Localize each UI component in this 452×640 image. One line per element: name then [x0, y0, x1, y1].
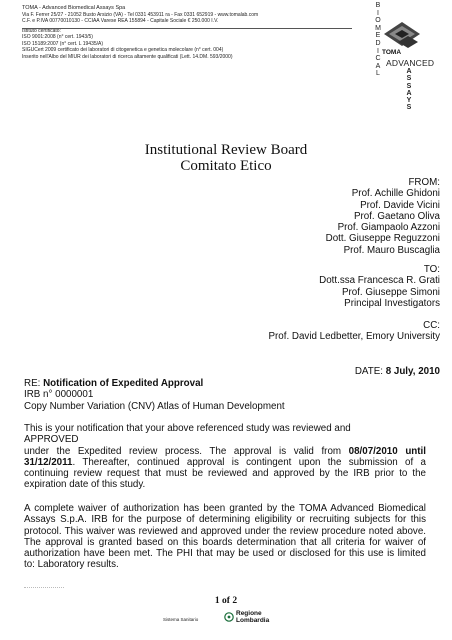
document-subtitle: Comitato Etico [180, 158, 272, 174]
para1-body [24, 446, 426, 491]
logo-letter: S [406, 82, 412, 90]
logo-letter: S [406, 75, 412, 83]
approval-paragraph [24, 423, 426, 491]
logo-assays-text [403, 68, 415, 112]
to-label: TO: [423, 264, 440, 275]
footer-lombardia: Lombardia [236, 616, 270, 624]
regione-lombardia-logo-icon [224, 612, 234, 622]
logo-letter: A [406, 68, 412, 75]
re-subject-line [24, 378, 426, 389]
from-label: FROM: [408, 177, 440, 188]
certification-title: Istituto certificato: [22, 27, 61, 34]
from-name: Dott. Giuseppe Reguzzoni [325, 233, 440, 245]
study-title: Copy Number Variation (CNV) Atlas of Human Development [24, 400, 285, 412]
certification-line: ISO 9001:2008 (n° cert. 1943/5) [22, 34, 93, 40]
cc-label: CC: [423, 320, 440, 331]
certification-line: SIGUCert 2009 certificato dei laboratori di citogenetica e genetica molecolare (n° cert. 004) [22, 47, 224, 53]
from-name: Prof. Giampaolo Azzoni [337, 222, 440, 234]
re-label: RE: [24, 378, 41, 389]
letterhead-rule [22, 28, 352, 29]
certification-line: Inserito nell'Albo del MIUR dei laboratori di ricerca altamente qualificati (Lett. 14.DM. 593/2000) [22, 53, 233, 60]
document-title: Institutional Review Board [144, 142, 308, 158]
to-block [319, 264, 440, 309]
logo-letter: A [375, 62, 381, 70]
letterhead [22, 5, 352, 60]
date-label: DATE: [354, 366, 383, 377]
cc-block [268, 320, 440, 343]
logo-advanced-text: ADVANCED [386, 58, 435, 68]
certification-line: ISO 15189:2007 (n° cert. L 19435/A) [22, 40, 104, 47]
to-name: Dott.ssa Francesca R. Grati [319, 275, 440, 287]
company-address: Via F. Ferrer 25/27 - 21052 Busto Arsizio (VA) - Tel 0331 453911 ra - Fax 0331 652919 - www.tomalab.com [22, 11, 259, 18]
from-block [326, 177, 440, 256]
valid-from-date: 08/07/2010 [348, 445, 398, 457]
from-name: Prof. Mauro Buscaglia [343, 244, 440, 256]
logo-letter: S [406, 104, 412, 112]
approved-word: APPROVED [24, 434, 79, 446]
logo-letter: C [375, 55, 381, 63]
waiver-paragraph: A complete waiver of authorization has been granted by the TOMA Advanced Biomedical Assays S.p.A. IRB for the purpose of determining eligibility or recruiting subjects for this protocol. This waiver was reviewed and approved under the review procedure noted above. The approval is granted based on this boards determination that all criteria for waiver of authorization have been met. The PHI that may be used or disclosed for this use is limited to: Laboratory results. [24, 503, 426, 571]
company-name: TOMA - Advanced Biomedical Assays Spa [22, 5, 126, 11]
para1-text: . Thereafter, continued approval is contingent upon the submission of a continuing review request that must be reviewed and approved by the IRB prior to the expiration date of this study. [24, 456, 426, 491]
footer-regione: Regione [236, 610, 262, 617]
company-registration: C.F. e P.IVA 00770010130 - CCIAA Varese REA 155894 - Capitale Sociale € 250.000 I.V. [22, 18, 219, 24]
logo-letter: O [375, 17, 381, 25]
cc-name: Prof. David Ledbetter, Emory University [268, 331, 440, 343]
re-subject: Notification of Expedited Approval [43, 378, 204, 389]
from-name: Prof. Davide Vicini [360, 199, 440, 211]
from-name: Prof. Gaetano Oliva [353, 210, 440, 222]
logo-letter: A [406, 89, 412, 97]
logo-letter: D [375, 39, 381, 47]
to-name: Prof. Giuseppe Simoni [341, 286, 440, 298]
footer-sistema-sanitario: Sistema Sanitario [163, 617, 199, 622]
logo-letter: E [375, 32, 381, 40]
irb-number: IRB n° 0000001 [24, 389, 94, 401]
to-name: Principal Investigators [344, 297, 440, 309]
para1-line1: This is your notification that your above referenced study was reviewed and [24, 423, 351, 434]
from-name: Prof. Achille Ghidoni [351, 188, 440, 200]
re-block [24, 378, 426, 412]
logo-letter: M [375, 24, 381, 32]
page-number: 1 of 2 [214, 596, 238, 606]
logo-letter: L [376, 70, 380, 78]
logo-letter: I [377, 9, 379, 17]
para1-text: under the Expedited review process. The approval is valid from [24, 445, 349, 457]
footer-regione-lombardia [236, 611, 269, 624]
logo-toma-text: TOMA [382, 49, 402, 56]
logo-letter: B [375, 2, 381, 9]
date-line [355, 366, 440, 377]
date-value: 8 July, 2010 [385, 366, 440, 377]
divider [24, 587, 64, 588]
logo-letter: Y [406, 97, 412, 105]
logo-letter: I [377, 47, 379, 55]
valid-until-date: until 31/12/2011 [24, 445, 426, 468]
